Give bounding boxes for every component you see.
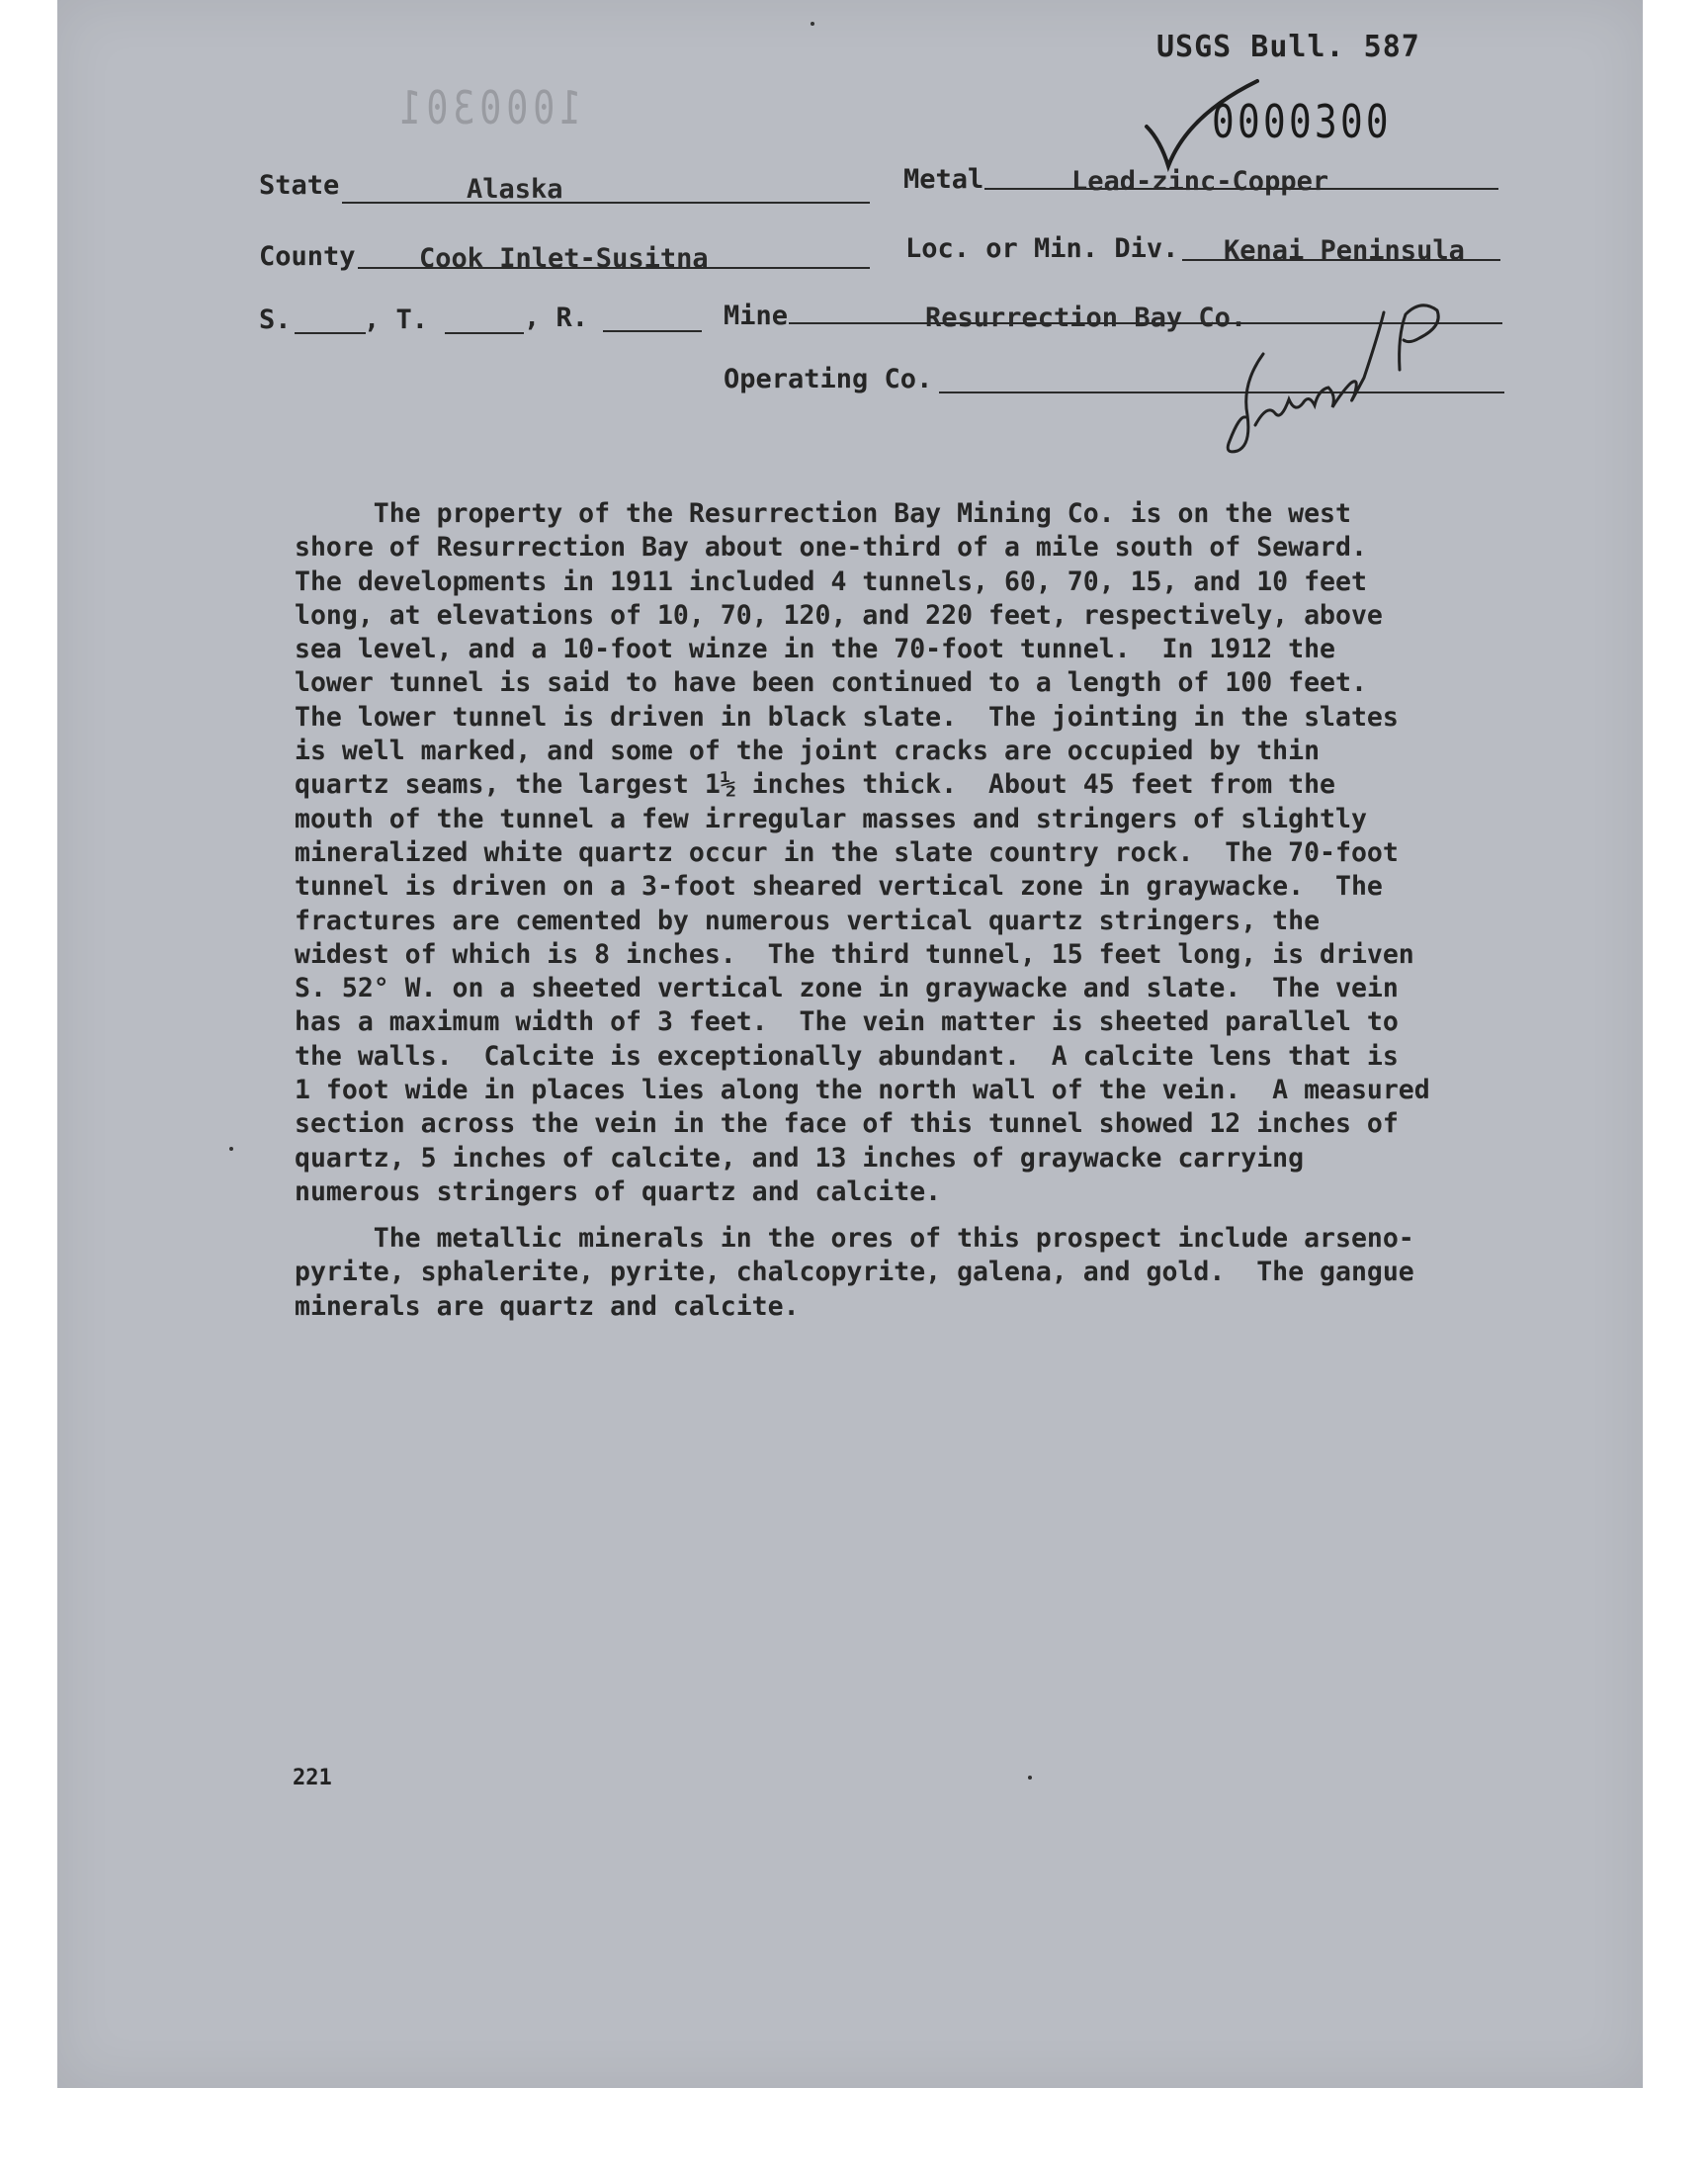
- paragraph-1-line: The developments in 1911 included 4 tunnels, 60, 70, 15, and 10 feet: [295, 566, 1367, 597]
- paragraph-1-line: tunnel is driven on a 3-foot sheared vertical zone in graywacke. The: [295, 871, 1383, 903]
- document-page: [57, 0, 1643, 2088]
- range-line: [603, 330, 702, 332]
- mine-label: Mine: [724, 301, 789, 331]
- handwritten-annotation: [1216, 297, 1473, 465]
- paragraph-2-line: pyrite, sphalerite, pyrite, chalcopyrite, galena, and gold. The gangue: [295, 1257, 1414, 1288]
- state-label: State: [259, 170, 340, 201]
- paragraph-1-line: S. 52° W. on a sheeted vertical zone in graywacke and slate. The vein: [295, 973, 1399, 1004]
- speck: [1028, 1776, 1032, 1780]
- paragraph-2: [295, 1222, 1580, 1324]
- metal-value: Lead-zinc-Copper: [1071, 166, 1329, 197]
- paragraph-1-line: The property of the Resurrection Bay Mining Co. is on the west: [295, 498, 1351, 529]
- state-value: Alaska: [467, 174, 563, 205]
- paragraph-1-line: mineralized white quartz occur in the slate country rock. The 70-foot: [295, 836, 1399, 868]
- township-label: , T.: [364, 304, 429, 335]
- page-number: 221: [293, 1766, 332, 1790]
- metal-label: Metal: [903, 164, 984, 195]
- bulletin-reference: USGS Bull. 587: [1156, 30, 1420, 64]
- loc-label: Loc. or Min. Div.: [905, 233, 1179, 264]
- paragraph-1-line: the walls. Calcite is exceptionally abundant. A calcite lens that is: [295, 1040, 1399, 1072]
- paragraph-1-line: section across the vein in the face of this tunnel showed 12 inches of: [295, 1108, 1399, 1140]
- state-line: [342, 202, 870, 204]
- paragraph-2-line: The metallic minerals in the ores of this prospect include arseno-: [295, 1223, 1414, 1254]
- operating-company-label: Operating Co.: [724, 364, 933, 394]
- paragraph-1-line: fractures are cemented by numerous vertical quartz stringers, the: [295, 905, 1321, 936]
- range-label: , R.: [524, 303, 589, 333]
- county-label: County: [259, 241, 356, 272]
- paragraph-1-line: The lower tunnel is driven in black slate. The jointing in the slates: [295, 701, 1399, 733]
- mine-value: Resurrection Bay Co.: [925, 303, 1247, 333]
- paragraph-1-line: numerous stringers of quartz and calcite.: [295, 1175, 942, 1207]
- paragraph-1-line: lower tunnel is said to have been continued to a length of 100 feet.: [295, 667, 1367, 699]
- speck: [229, 1147, 233, 1151]
- paragraph-1-line: long, at elevations of 10, 70, 120, and 220 feet, respectively, above: [295, 599, 1383, 631]
- stamp-number: 0000300: [1212, 95, 1392, 148]
- speck: [811, 22, 814, 26]
- ghost-stamp-number: 1000301: [394, 81, 582, 134]
- paragraph-1-line: 1 foot wide in places lies along the north wall of the vein. A measured: [295, 1075, 1430, 1106]
- paragraph-1-line: quartz seams, the largest 1½ inches thick. About 45 feet from the: [295, 769, 1335, 801]
- paragraph-1-line: is well marked, and some of the joint cracks are occupied by thin: [295, 736, 1321, 767]
- paragraph-1: [295, 497, 1580, 1209]
- loc-value: Kenai Peninsula: [1224, 235, 1465, 266]
- paragraph-1-line: has a maximum width of 3 feet. The vein matter is sheeted parallel to: [295, 1006, 1399, 1038]
- paragraph-1-line: shore of Resurrection Bay about one-third of a mile south of Seward.: [295, 532, 1367, 564]
- paragraph-1-line: mouth of the tunnel a few irregular masses and stringers of slightly: [295, 803, 1367, 834]
- section-label: S.: [259, 304, 292, 335]
- township-line: [445, 332, 524, 334]
- paragraph-1-line: quartz, 5 inches of calcite, and 13 inches of graywacke carrying: [295, 1142, 1305, 1174]
- section-line: [295, 332, 366, 334]
- paragraph-2-line: minerals are quartz and calcite.: [295, 1290, 800, 1322]
- county-value: Cook Inlet-Susitna: [419, 243, 709, 274]
- paragraph-1-line: sea level, and a 10-foot winze in the 70-foot tunnel. In 1912 the: [295, 634, 1335, 665]
- paragraph-1-line: widest of which is 8 inches. The third tunnel, 15 feet long, is driven: [295, 938, 1414, 970]
